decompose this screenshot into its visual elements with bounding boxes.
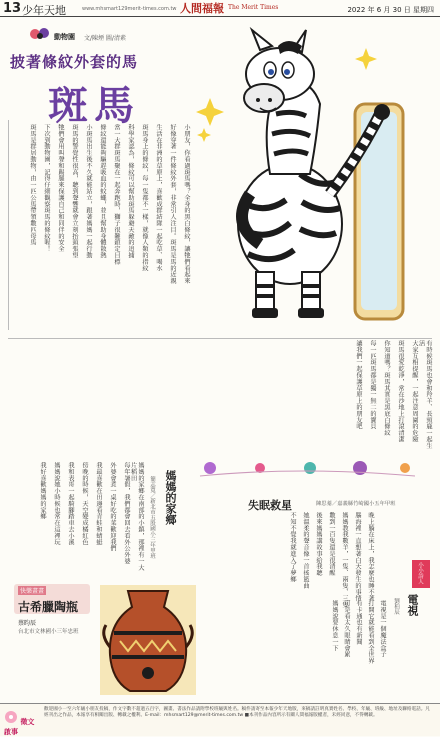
story-title: 媽媽的家鄉	[164, 470, 177, 525]
text-column: 打開它就能看到全世界	[367, 600, 374, 664]
text-column: 條紋還能夠驅趕吸血的蚊蠅，並且幫助身體散熱	[99, 124, 106, 259]
story-author: 簡志寬／新北市五股國小三年甲班	[149, 476, 155, 559]
vase-artwork	[100, 585, 196, 695]
text-column: 不知不覺我就進入了夢鄉	[289, 512, 296, 583]
poem-title: 電視	[406, 594, 419, 616]
zebra-illustration	[190, 24, 435, 329]
poem-label-text: 小小詩人	[417, 562, 423, 584]
text-column: 腦海裡一直想著白天發生的事情	[354, 512, 361, 602]
text-column: 你知道嗎？斑馬其實是黑底白條紋	[383, 340, 390, 436]
text-column: 媽媽教我數羊，一隻、兩隻、三隻	[341, 512, 348, 608]
art-school: 台北市文林國小三年忠班	[18, 629, 79, 635]
text-column: 數到一百隻還是很清醒	[328, 512, 335, 576]
column-name: 動物園	[54, 33, 75, 41]
text-column: 每年暑假，我們都會回去看外公外婆	[123, 462, 130, 565]
text-column: 好像穿著一件條紋外套，非常引人注目。斑馬是馬的近親	[169, 124, 176, 284]
story-title: 失眠救星	[248, 499, 292, 512]
text-column: 當一大群斑馬聚在一起奔跑時，獅子很難鎖定目標	[113, 124, 120, 265]
paper-logo: 人間福報	[180, 2, 224, 15]
flower-divider	[200, 458, 415, 478]
text-column: 斑馬的警覺性很高，聽到聲響就會立刻抬頭張望	[71, 124, 78, 259]
text-column: 我好喜歡媽媽的家鄉	[39, 462, 46, 520]
text-column: 斑馬很愛乾淨，常在沙地上打滾清潔	[397, 340, 404, 443]
text-column: 電視是一個魔法盒子	[379, 600, 386, 658]
text-column: 小斑馬出生後不久就能站立，跟著媽媽一起行動	[85, 124, 92, 259]
story-author: 陳思蓁／嘉義縣竹崎國小五年甲班	[316, 501, 396, 507]
text-column: 有卡通也有新聞	[355, 600, 362, 645]
text-column: 她溫柔的聲音像一首搖籃曲	[302, 512, 309, 589]
submission-label: 徵文啟事	[4, 718, 35, 736]
column-rule	[8, 120, 9, 330]
flower-icon	[4, 710, 18, 724]
text-column: 我和表哥一起騎腳踏車去小溪	[67, 462, 74, 546]
masthead	[0, 0, 440, 17]
text-column: 大家互相提醒，一起注意周圍的危險	[411, 340, 418, 443]
section-divider	[8, 338, 432, 339]
text-column: 讓我們一起保護草原上的朋友吧	[355, 340, 362, 430]
text-column: 媽媽的家鄉在南部的小鎮，那裡有一大片稻田	[129, 462, 144, 571]
feature-credit: 文/陳煙 圖/清素	[84, 35, 126, 42]
text-column: 傍晚的時候，天空變成橘紅色	[81, 462, 88, 546]
text-column: 晚上躺在床上，我怎麼也睡不著	[367, 512, 374, 602]
text-column: 媽媽說要休息一下	[331, 600, 338, 652]
issue-date: 2022 年 6 月 30 日 星期四	[347, 6, 434, 14]
zoo-icon	[30, 26, 52, 40]
text-column: 我最喜歡在田邊看青蛙和蜻蜓	[95, 462, 102, 546]
section-url[interactable]: www.mhsmart129merit-times.com.tw	[82, 6, 177, 12]
text-column: 有時候斑馬也會和羚羊、長頸鹿一起生活	[417, 340, 432, 449]
text-column: 牠們會用叫聲和踢腿來保護自己和同伴的安全	[57, 124, 64, 252]
text-column: 可是看太久眼睛會累	[343, 600, 350, 658]
text-column: 生活在非洲的草原上，喜歡成群結隊一起吃草、喝水	[155, 124, 162, 272]
feature-subtitle: 披著條紋外套的馬	[10, 53, 139, 71]
text-column: 外婆會煮一桌好吃的菜歡迎我們	[109, 462, 116, 552]
text-column: 小朋友，你看過斑馬嗎？全身的黑白條紋，讓牠們看起來	[183, 124, 190, 284]
footer-notice	[0, 703, 440, 736]
art-badge: 快樂畫畫	[20, 588, 45, 595]
text-column: 科學家認為，條紋可以幫助斑馬躲避天敵的追捕	[127, 124, 134, 259]
paper-logo-en: The Merit Times	[228, 4, 279, 11]
section-title: 少年天地	[22, 4, 66, 17]
feature-title: 斑馬	[48, 82, 140, 129]
text-column: 下次到動物園，記得仔細觀察斑馬的條紋喔！	[43, 124, 50, 252]
submission-logo	[4, 710, 40, 736]
text-column: 後來媽媽講故事給我聽	[315, 512, 322, 576]
art-author: 蔡昀辰	[18, 620, 37, 627]
submission-text: 歡迎國小一至六年級小朋友投稿，作文字數不超過五百字，圖畫、書法作品請附學校班級與姓名。稿件請寄至本報少年天地版，來稿請註明真實姓名、學校、年級、班級、地址及聯絡電話。凡經刊出之作品，本報享有相關出版、轉載之權利。E-mail：mhsmart129@merit-times.com.tw ■本刊作品內容所示有關人間福報版權者，未經同意，不得轉載。	[44, 707, 430, 718]
page-number: 13	[3, 1, 22, 16]
text-column: 每一匹斑馬都是獨一無二的寶貝	[369, 340, 376, 430]
text-column: 斑馬是群居動物，由一匹公馬帶領數匹母馬	[29, 124, 36, 246]
text-column: 媽媽說她小時候也常在這裡玩	[53, 462, 60, 546]
art-title: 古希臘陶瓶	[18, 600, 79, 614]
text-column: 斑馬身上的條紋，每一隻都不一樣，就像人類的指紋	[141, 124, 148, 272]
poem-author: 劉柏辰	[393, 598, 399, 615]
